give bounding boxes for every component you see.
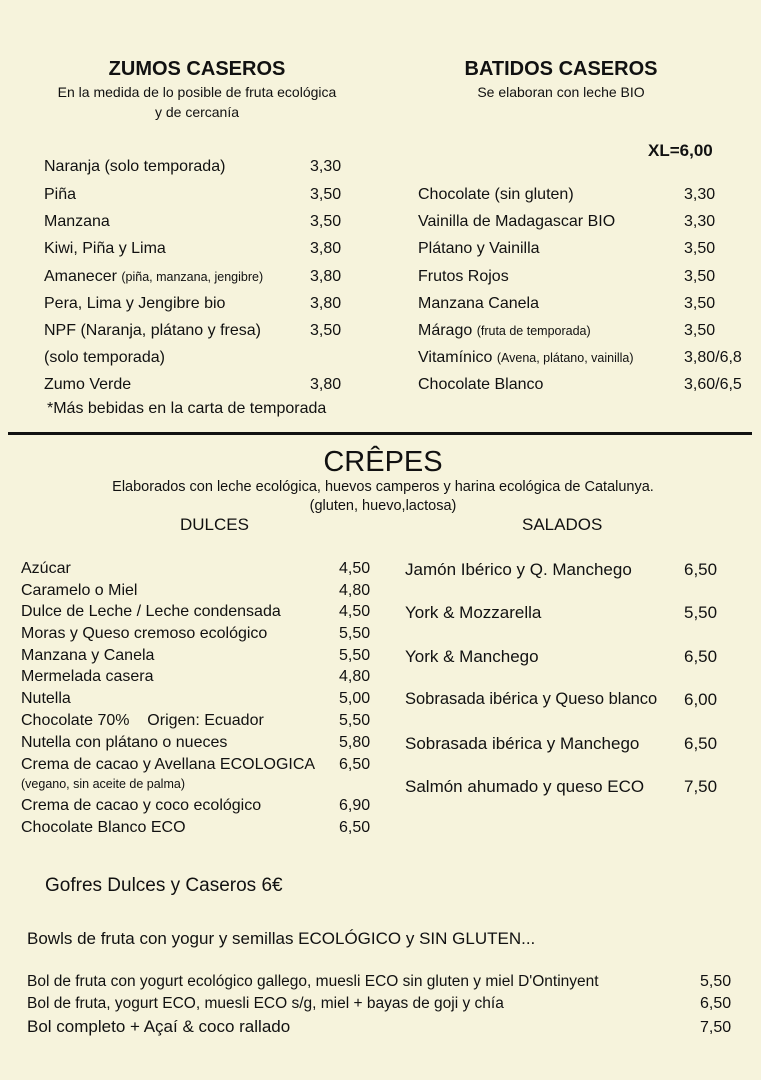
salado-item: York & Manchego [405, 647, 539, 666]
zumo-price: 3,50 [310, 186, 342, 203]
batidos-title: BATIDOS CASEROS [464, 58, 658, 80]
crepes-subtitle: Elaborados con leche ecológica, huevos camperos y harina ecológica de Catalunya. [112, 479, 654, 495]
salado-price: 6,00 [684, 690, 718, 709]
dulce-item: Crema de cacao y coco ecológico [21, 797, 262, 814]
salado-item: York & Mozzarella [405, 603, 542, 622]
zumo-item: Manzana [44, 213, 110, 230]
dulce-price: 4,80 [339, 582, 371, 599]
batido-item: Frutos Rojos [418, 268, 509, 285]
zumo-price: 3,80 [310, 240, 342, 257]
dulce-price: 5,50 [339, 647, 371, 664]
dulce-price: 6,50 [339, 819, 371, 836]
batido-price: 3,30 [684, 186, 716, 203]
batido-price: 3,60/6,5 [684, 376, 742, 393]
dulce-price: 5,50 [339, 712, 371, 729]
gofres-line: Gofres Dulces y Caseros 6€ [45, 875, 283, 896]
batido-price: 3,80/6,8 [684, 349, 742, 366]
bowl-price: 5,50 [700, 973, 732, 990]
zumo-item: Naranja (solo temporada) [44, 158, 226, 175]
zumos-subtitle-2: y de cercanía [154, 104, 240, 120]
batidos-subtitle: Se elaboran con leche BIO [477, 84, 645, 100]
batidos-xl-price: XL=6,00 [648, 141, 713, 160]
zumos-footnote: *Más bebidas en la carta de temporada [47, 400, 327, 417]
dulces-title: DULCES [180, 515, 249, 534]
salado-price: 7,50 [684, 777, 718, 796]
batido-item: Márago (fruta de temporada) [418, 322, 591, 339]
zumos-subtitle: En la medida de lo posible de fruta ecológica [57, 84, 337, 100]
salado-price: 5,50 [684, 603, 718, 622]
bowl-item: Bol de fruta, yogurt ECO, muesli ECO s/g, miel + bayas de goji y chía [27, 995, 504, 1012]
zumo-item: (solo temporada) [44, 349, 165, 366]
zumo-item-note: (piña, manzana, jengibre) [121, 270, 264, 284]
bowl-item: Bol completo + Açaí & coco rallado [27, 1017, 291, 1036]
batido-item: Chocolate Blanco [418, 376, 544, 393]
zumo-item: Piña [44, 186, 77, 203]
zumo-price: 3,50 [310, 213, 342, 230]
dulce-item: Moras y Queso cremoso ecológico [21, 625, 268, 642]
zumo-item: Pera, Lima y Jengibre bio [44, 295, 226, 312]
dulce-price: 5,80 [339, 734, 371, 751]
crepes-allergens: (gluten, huevo,lactosa) [309, 498, 457, 514]
salado-item: Salmón ahumado y queso ECO [405, 777, 645, 796]
batido-item: Manzana Canela [418, 295, 539, 312]
salado-price: 6,50 [684, 647, 718, 666]
zumo-item: Kiwi, Piña y Lima [44, 240, 166, 257]
dulce-item: Azúcar [21, 560, 71, 577]
dulce-price: 6,90 [339, 797, 371, 814]
zumos-title: ZUMOS CASEROS [108, 58, 286, 80]
section-divider [8, 432, 752, 435]
dulce-price: 6,50 [339, 756, 371, 773]
salado-item: Sobrasada ibérica y Queso blanco [405, 690, 658, 708]
dulce-item: Chocolate 70% Origen: Ecuador [21, 712, 264, 729]
dulce-price: 4,80 [339, 668, 371, 685]
batido-price: 3,50 [684, 240, 716, 257]
zumo-item: Amanecer (piña, manzana, jengibre) [44, 268, 264, 285]
dulce-item: Crema de cacao y Avellana ECOLOGICA [21, 756, 316, 773]
zumo-item: NPF (Naranja, plátano y fresa) [44, 322, 261, 339]
dulce-price: 4,50 [339, 560, 371, 577]
dulce-price: 5,00 [339, 690, 371, 707]
batido-item-note: (fruta de temporada) [476, 324, 591, 338]
dulce-item: Nutella con plátano o nueces [21, 734, 228, 751]
batido-price: 3,50 [684, 322, 716, 339]
zumo-item: Zumo Verde [44, 376, 132, 393]
dulce-item: Mermelada casera [21, 668, 154, 685]
salado-price: 6,50 [684, 734, 718, 753]
dulce-item: Dulce de Leche / Leche condensada [21, 603, 281, 620]
dulce-price: 5,50 [339, 625, 371, 642]
zumo-price: 3,80 [310, 376, 342, 393]
batido-item-note: (Avena, plátano, vainilla) [496, 351, 634, 365]
bowl-price: 7,50 [700, 1019, 732, 1036]
batido-price: 3,30 [684, 213, 716, 230]
salado-price: 6,50 [684, 560, 718, 579]
zumo-price: 3,30 [310, 158, 342, 175]
salado-item: Sobrasada ibérica y Manchego [405, 734, 640, 753]
crepes-title: CRÊPES [323, 446, 443, 478]
batido-item: Plátano y Vainilla [418, 240, 540, 257]
salado-item: Jamón Ibérico y Q. Manchego [405, 560, 632, 579]
batido-item: Vitamínico (Avena, plátano, vainilla) [418, 349, 634, 366]
bowl-item: Bol de fruta con yogurt ecológico gallego, muesli ECO sin gluten y miel D'Ontinyent [27, 973, 599, 990]
dulce-item: Chocolate Blanco ECO [21, 819, 186, 836]
batido-item: Vainilla de Madagascar BIO [418, 213, 616, 230]
batido-item: Chocolate (sin gluten) [418, 186, 574, 203]
salados-title: SALADOS [522, 515, 603, 534]
zumo-price: 3,80 [310, 295, 342, 312]
dulce-item: Caramelo o Miel [21, 582, 138, 599]
bowls-title: Bowls de fruta con yogur y semillas ECOLÓGICO y SIN GLUTEN... [27, 929, 536, 948]
batido-price: 3,50 [684, 295, 716, 312]
dulce-item: Manzana y Canela [21, 647, 155, 664]
dulce-item: Nutella [21, 690, 71, 707]
zumo-price: 3,80 [310, 268, 342, 285]
bowl-price: 6,50 [700, 995, 732, 1012]
batido-price: 3,50 [684, 268, 716, 285]
dulce-item-note: (vegano, sin aceite de palma) [21, 777, 185, 791]
dulce-price: 4,50 [339, 603, 371, 620]
zumo-price: 3,50 [310, 322, 342, 339]
